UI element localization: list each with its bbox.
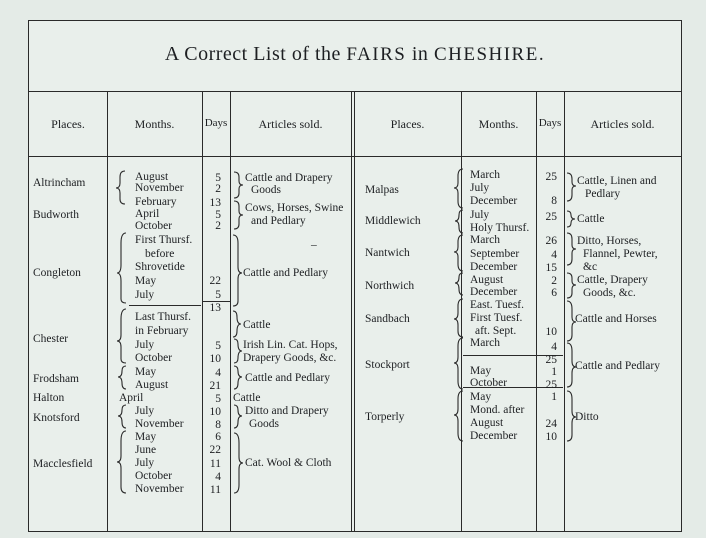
day-cell: 15 xyxy=(545,262,557,274)
article-cell: Ditto xyxy=(575,411,599,423)
brace-left-icon xyxy=(454,299,463,337)
day-cell: 5 xyxy=(215,172,221,184)
month-cell: July xyxy=(470,209,490,221)
month-cell: July xyxy=(470,182,490,194)
month-cell: Holy Thursf. xyxy=(470,222,530,234)
place-cell: Congleton xyxy=(33,267,81,279)
brace-right-icon xyxy=(567,233,576,265)
brace-right-icon xyxy=(234,366,242,389)
month-cell: May xyxy=(470,391,492,403)
article-cell: Cattle xyxy=(233,392,261,404)
month-cell: July xyxy=(135,405,155,417)
brace-left-icon xyxy=(118,366,126,389)
day-cell: 4 xyxy=(551,341,557,353)
day-cell: 6 xyxy=(551,287,557,299)
month-cell: before xyxy=(145,248,175,260)
article-cell: and Pedlary xyxy=(251,215,306,227)
place-cell: Northwich xyxy=(365,280,415,292)
brace-left-icon xyxy=(455,210,463,233)
place-cell: Middlewich xyxy=(365,215,421,227)
day-cell: 10 xyxy=(209,353,221,365)
header-places-right: Places. xyxy=(390,117,425,131)
day-cell: 1 xyxy=(551,391,557,403)
article-cell: Cat. Wool & Cloth xyxy=(245,457,332,469)
article-cell: &c xyxy=(583,261,598,273)
article-cell: Cattle, Drapery xyxy=(577,274,648,286)
header-places-left: Places. xyxy=(51,117,85,131)
article-cell: Cows, Horses, Swine xyxy=(245,202,344,214)
place-cell: Chester xyxy=(33,333,69,345)
month-cell: First Thursf. xyxy=(135,234,193,246)
day-cell: 8 xyxy=(551,195,557,207)
brace-right-icon xyxy=(233,235,242,306)
month-cell: April xyxy=(135,208,160,220)
day-cell: 25 xyxy=(545,379,557,391)
day-cell: 13 xyxy=(209,302,221,314)
brace-right-icon xyxy=(567,273,576,298)
brace-layer xyxy=(29,21,681,531)
header-days-left: Days xyxy=(204,117,228,129)
day-cell: 25 xyxy=(545,354,557,366)
brace-left-icon xyxy=(116,171,125,204)
month-cell: December xyxy=(470,195,518,207)
place-cell: Malpas xyxy=(365,184,399,196)
brace-left-icon xyxy=(454,235,463,271)
day-cell: 25 xyxy=(545,211,557,223)
month-cell: December xyxy=(470,286,518,298)
header-months-right: Months. xyxy=(478,117,519,131)
day-cell: 6 xyxy=(215,431,221,443)
month-cell: First Tuesf. xyxy=(470,312,523,324)
article-cell: Ditto and Drapery xyxy=(245,405,329,417)
article-cell: Cattle xyxy=(577,213,605,225)
month-cell: July xyxy=(135,339,155,351)
day-cell: 5 xyxy=(215,289,221,301)
article-cell: Irish Lin. Cat. Hops, xyxy=(243,339,338,351)
brace-right-icon xyxy=(567,391,576,441)
month-cell: aft. Sept. xyxy=(475,325,517,337)
month-cell: October xyxy=(135,352,173,364)
header-days-right: Days xyxy=(538,117,562,129)
month-cell: October xyxy=(135,220,173,232)
brace-left-icon xyxy=(455,273,463,295)
brace-left-icon xyxy=(118,405,126,428)
day-cell: 2 xyxy=(215,183,221,195)
month-cell: May xyxy=(135,431,157,443)
month-cell: April xyxy=(119,392,144,404)
article-cell: Flannel, Pewter, xyxy=(583,248,658,260)
title-pre: A Correct List of the xyxy=(164,43,341,65)
article-cell: Cattle and Drapery xyxy=(245,172,333,184)
month-cell: March xyxy=(470,337,501,349)
month-cell: in February xyxy=(135,325,189,337)
month-cell: May xyxy=(470,365,492,377)
brace-right-icon xyxy=(567,173,576,201)
month-cell: December xyxy=(470,430,518,442)
month-cell: March xyxy=(470,169,501,181)
brace-left-icon xyxy=(454,338,463,389)
month-cell: November xyxy=(135,418,184,430)
month-cell: March xyxy=(470,234,501,246)
day-cell: 5 xyxy=(215,340,221,352)
month-cell: June xyxy=(135,444,157,456)
day-cell: 11 xyxy=(209,458,221,470)
day-cell: 10 xyxy=(545,431,557,443)
day-cell: 10 xyxy=(209,406,221,418)
place-cell: Halton xyxy=(33,392,65,404)
month-cell: July xyxy=(135,457,155,469)
month-cell: Shrovetide xyxy=(135,261,185,273)
brace-left-icon xyxy=(117,431,126,493)
brace-right-icon xyxy=(234,201,243,229)
article-cell: Goods xyxy=(251,184,282,196)
day-cell: 4 xyxy=(551,249,557,261)
article-cell: Goods xyxy=(249,418,280,430)
day-cell: 11 xyxy=(209,484,221,496)
day-cell: 26 xyxy=(545,235,557,247)
month-cell: February xyxy=(135,196,177,208)
article-cell: Pedlary xyxy=(585,188,621,200)
article-cell: Cattle and Pedlary xyxy=(245,372,330,384)
place-cell: Sandbach xyxy=(365,313,410,325)
place-cell: Altrincham xyxy=(33,177,86,189)
article-cell: Ditto, Horses, xyxy=(577,235,642,247)
article-cell: Cattle and Horses xyxy=(575,313,657,325)
brace-left-icon xyxy=(454,169,463,208)
brace-left-icon xyxy=(454,391,463,441)
brace-right-icon xyxy=(234,172,243,198)
day-cell: 21 xyxy=(209,380,221,392)
brace-right-icon xyxy=(234,339,242,363)
brace-left-icon xyxy=(117,233,126,303)
month-cell: December xyxy=(470,261,518,273)
month-cell: East. Tuesf. xyxy=(470,299,524,311)
brace-right-icon xyxy=(567,211,575,227)
day-cell: 8 xyxy=(215,419,221,431)
day-cell: 4 xyxy=(215,471,221,483)
brace-right-icon xyxy=(234,405,242,428)
month-cell: August xyxy=(470,274,504,286)
month-cell: November xyxy=(135,483,184,495)
day-cell: 13 xyxy=(209,197,221,209)
month-cell: October xyxy=(135,470,173,482)
header-articles-right: Articles sold. xyxy=(590,117,655,131)
day-cell: 2 xyxy=(551,275,557,287)
brace-right-icon xyxy=(567,343,576,387)
day-cell: 4 xyxy=(215,367,221,379)
article-cell: Cattle and Pedlary xyxy=(575,360,660,372)
month-cell: August xyxy=(135,379,169,391)
day-cell: 2 xyxy=(215,220,221,232)
title-mid: in xyxy=(411,43,429,65)
day-cell: 5 xyxy=(215,209,221,221)
place-cell: Nantwich xyxy=(365,247,410,259)
article-cell: Cattle and Pedlary xyxy=(243,267,328,279)
header-articles-left: Articles sold. xyxy=(258,117,323,131)
place-cell: Stockport xyxy=(365,359,410,371)
article-cell: Cattle xyxy=(243,319,271,331)
article-cell: Goods, &c. xyxy=(583,287,636,299)
place-cell: Budworth xyxy=(33,209,79,221)
day-cell: 22 xyxy=(209,444,221,456)
month-cell: Last Thursf. xyxy=(135,311,192,323)
day-cell: 22 xyxy=(209,275,221,287)
day-cell: 24 xyxy=(545,418,557,430)
article-cell: Cattle, Linen and xyxy=(577,175,657,187)
month-cell: August xyxy=(470,417,504,429)
brace-right-icon xyxy=(234,433,243,493)
month-cell: Mond. after xyxy=(470,404,525,416)
article-cell: – xyxy=(311,239,317,251)
day-cell: 5 xyxy=(215,393,221,405)
day-cell: 10 xyxy=(545,326,557,338)
month-cell: May xyxy=(135,275,157,287)
place-cell: Macclesfield xyxy=(33,458,93,470)
day-cell: 1 xyxy=(551,366,557,378)
month-cell: October xyxy=(470,377,508,389)
month-cell: May xyxy=(135,366,157,378)
place-cell: Frodsham xyxy=(33,373,79,385)
header-months-left: Months. xyxy=(134,117,175,131)
title-word-cheshire: CHESHIRE. xyxy=(433,44,546,65)
brace-left-icon xyxy=(117,309,126,363)
month-cell: August xyxy=(135,171,169,183)
day-cell: 25 xyxy=(545,171,557,183)
brace-right-icon xyxy=(567,301,576,341)
title-word-fairs: FAIRS xyxy=(346,44,407,65)
brace-right-icon xyxy=(233,311,241,337)
month-cell: July xyxy=(135,289,155,301)
place-cell: Knotsford xyxy=(33,412,80,424)
month-cell: September xyxy=(470,248,520,260)
fairs-table xyxy=(28,20,682,532)
place-cell: Torperly xyxy=(365,411,405,423)
month-cell: November xyxy=(135,182,184,194)
article-cell: Drapery Goods, &c. xyxy=(243,352,337,364)
